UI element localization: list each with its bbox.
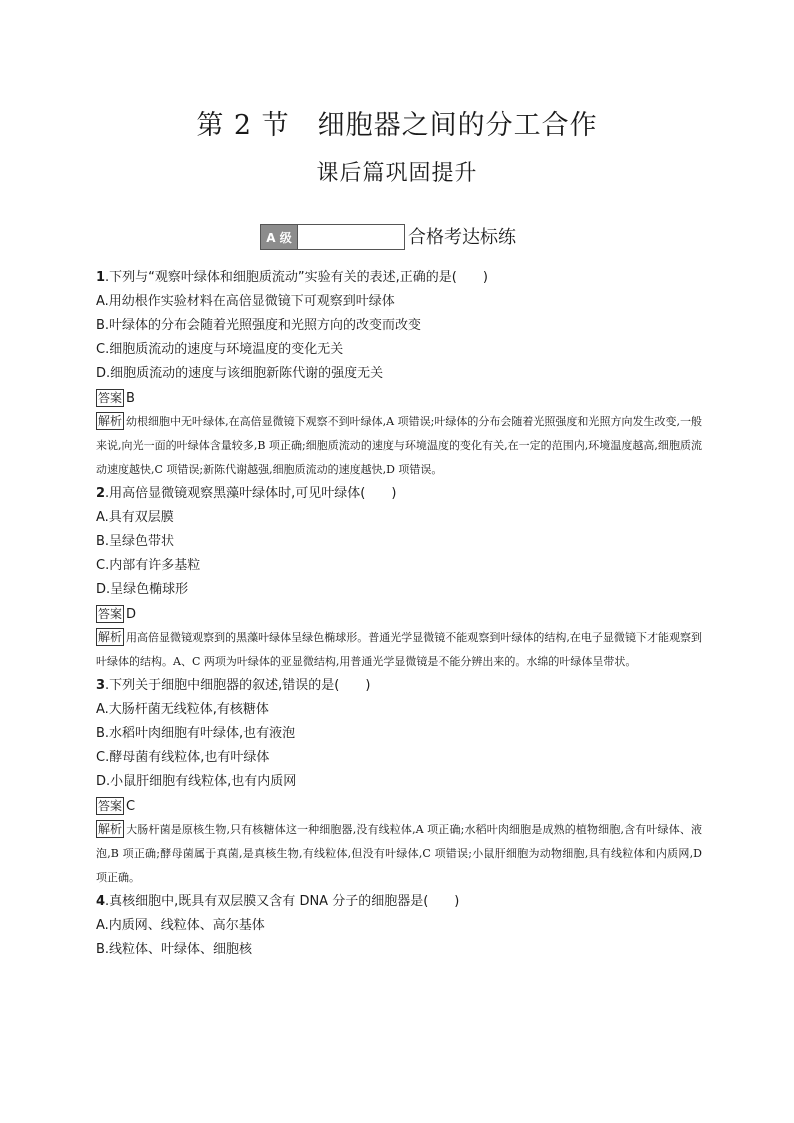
option-c: C.细胞质流动的速度与环境温度的变化无关 [96,342,344,357]
question-number: 2 [96,486,106,501]
question-number: 1 [96,270,106,285]
page-title: 第 2 节 细胞器之间的分工合作 [196,110,598,141]
option-b: B.线粒体、叶绿体、细胞核 [96,942,253,957]
option-b: B.叶绿体的分布会随着光照强度和光照方向的改变而改变 [96,318,422,333]
analysis-text: 大肠杆菌是原核生物,只有核糖体这一种细胞器,没有线粒体,A 项正确;水稻叶肉细胞是成熟的植物细胞,含有叶绿体、液泡,B 项正确;酵母菌属于真菌,是真核生物,有线粒体,但没有叶绿体,C 项错误;小鼠肝细胞为动物细胞,具有线粒体和内质网,D 项正确。 [96,823,702,884]
option-a: A.具有双层膜 [96,510,174,525]
answer-line [96,603,702,626]
answer-line [96,795,702,818]
analysis-text: 用高倍显微镜观察到的黑藻叶绿体呈绿色椭球形。普通光学显微镜不能观察到叶绿体的结构,在电子显微镜下才能观察到叶绿体的结构。A、C 两项为叶绿体的亚显微结构,用普通光学显微镜是不能分辨出来的。水绵的叶绿体呈带状。 [96,631,702,668]
analysis-tag: 解析 [98,822,123,836]
analysis-tag: 解析 [98,414,123,428]
option-d: D.呈绿色椭球形 [96,582,189,597]
question-2 [96,482,702,674]
question-1 [96,266,702,482]
question-stem [96,674,702,698]
question-4 [96,890,702,962]
answer-value: B [126,391,135,406]
page-subtitle: 课后篇巩固提升 [316,161,478,186]
answer-tag: 答案 [98,799,123,813]
question-text: .真核细胞中,既具有双层膜又含有 DNA 分子的细胞器是( ) [105,894,460,909]
analysis-tag: 解析 [98,630,123,644]
answer-value: C [126,799,136,814]
question-number: 3 [96,678,106,693]
answer-tag: 答案 [98,391,123,405]
analysis-block [96,818,702,890]
option-d: D.细胞质流动的速度与该细胞新陈代谢的强度无关 [96,366,384,381]
option-a: A.大肠杆菌无线粒体,有核糖体 [96,702,269,717]
level-badge: A 级 [260,224,298,250]
answer-value: D [126,607,137,622]
option-a: A.用幼根作实验材料在高倍显微镜下可观察到叶绿体 [96,294,395,309]
answer-tag: 答案 [98,607,123,621]
question-list [96,266,702,962]
option-a: A.内质网、线粒体、高尔基体 [96,918,265,933]
level-banner [260,224,516,250]
option-b: B.水稻叶肉细胞有叶绿体,也有液泡 [96,726,296,741]
option-c: C.酵母菌有线粒体,也有叶绿体 [96,750,270,765]
level-blank-box [298,224,405,250]
option-b: B.呈绿色带状 [96,534,175,549]
question-number: 4 [96,894,106,909]
analysis-block [96,410,702,482]
answer-line [96,387,702,410]
option-d: D.小鼠肝细胞有线粒体,也有内质网 [96,774,297,789]
option-c: C.内部有许多基粒 [96,558,201,573]
question-text: .用高倍显微镜观察黑藻叶绿体时,可见叶绿体( ) [105,486,397,501]
question-text: .下列关于细胞中细胞器的叙述,错误的是( ) [105,678,371,693]
question-stem [96,890,702,914]
analysis-text: 幼根细胞中无叶绿体,在高倍显微镜下观察不到叶绿体,A 项错误;叶绿体的分布会随着光照强度和光照方向发生改变,一般来说,向光一面的叶绿体含量较多,B 项正确;细胞质流动的速度与环境温度的变化有关,在一定的范围内,环境温度越高,细胞质流动速度越快,C 项错误;新陈代谢越强,细胞质流动的速度越快,D 项错误。 [96,415,702,476]
question-text: .下列与“观察叶绿体和细胞质流动”实验有关的表述,正确的是( ) [105,270,488,285]
level-title: 合格考达标练 [408,227,516,248]
question-stem [96,266,702,290]
question-3 [96,674,702,890]
analysis-block [96,626,702,674]
question-stem [96,482,702,506]
